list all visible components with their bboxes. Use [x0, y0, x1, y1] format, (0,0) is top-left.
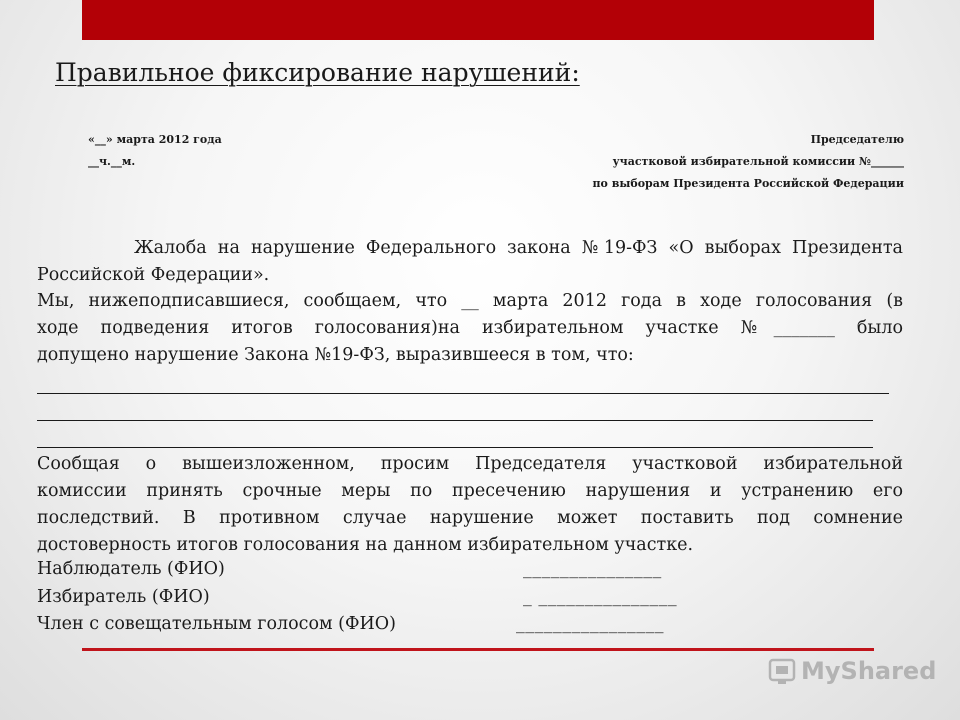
paragraph-2-line1: Сообщая о вышеизложенном, просим Председателя участковой избирательной: [37, 454, 903, 474]
time-line: __ч.__м.: [88, 155, 136, 168]
myshared-logo-icon: [767, 656, 797, 686]
observer-signature-line: _______________: [523, 559, 662, 579]
watermark-text: MyShared: [801, 657, 937, 685]
paragraph-2-line2: комиссии принять срочные меры по пресечению нарушения и устранению его: [37, 481, 903, 501]
complaint-paragraph-1: [37, 288, 903, 369]
voter-signature-line: _ _______________: [523, 587, 678, 607]
paragraph-2-line4: достоверность итогов голосования на данном избирательном участке.: [37, 535, 694, 555]
complaint-heading-line1: Жалоба на нарушение Федерального закона №19-ФЗ «О выборах Президента: [134, 238, 903, 258]
blank-line-3: [37, 447, 873, 448]
myshared-watermark: [767, 656, 936, 686]
page-title: Правильное фиксирование нарушений:: [55, 58, 580, 87]
paragraph-1-line2: ходе подведения итогов голосования)на избирательном участке №_______ было: [37, 318, 903, 338]
paragraph-2-line3: последствий. В противном случае нарушение может поставить под сомнение: [37, 508, 903, 528]
paragraph-1-line1: Мы, нижеподписавшиеся, сообщаем, что __ марта 2012 года в ходе голосования (в: [37, 291, 903, 311]
complaint-heading-line2: Российской Федерации».: [37, 265, 270, 285]
date-line: «__» марта 2012 года: [88, 133, 222, 146]
addressee-commission: участковой избирательной комиссии №______: [612, 155, 904, 168]
addressee-title: Председателю: [810, 133, 904, 146]
blank-line-1: [37, 393, 889, 394]
complaint-paragraph-2: [37, 451, 903, 559]
addressee-elections: по выборам Президента Российской Федерации: [592, 177, 904, 190]
voter-label: Избиратель (ФИО): [37, 587, 210, 607]
paragraph-1-line3: допущено нарушение Закона №19-ФЗ, выразившееся в том, что:: [37, 345, 634, 365]
member-label: Член с совещательным голосом (ФИО): [37, 614, 396, 634]
top-red-bar: [82, 0, 874, 40]
observer-label: Наблюдатель (ФИО): [37, 559, 225, 579]
member-signature-line: ________________: [516, 614, 664, 634]
blank-line-2: [37, 420, 873, 421]
bottom-red-rule: [82, 648, 874, 651]
complaint-heading: [37, 235, 903, 289]
